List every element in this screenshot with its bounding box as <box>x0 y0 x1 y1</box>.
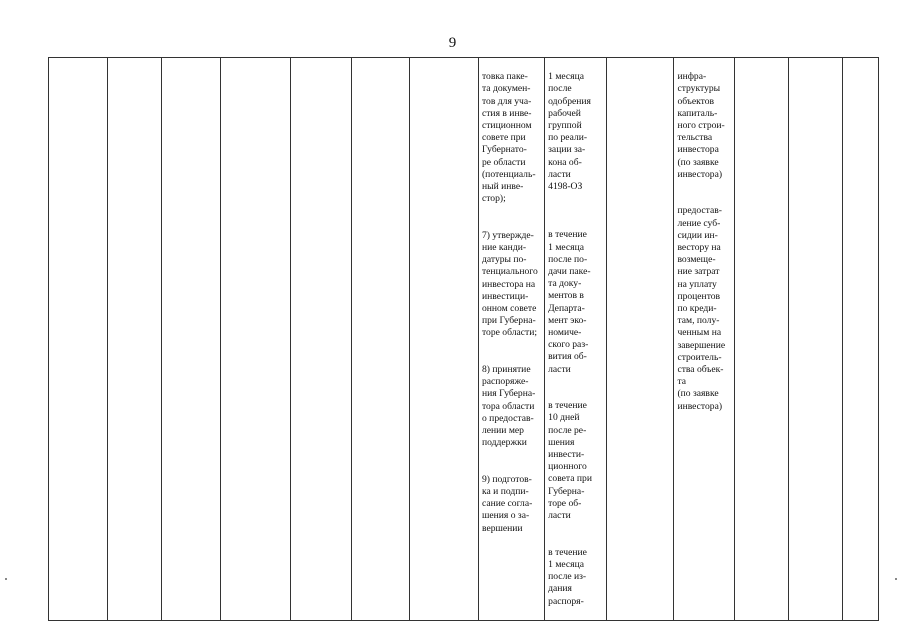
table-cell-empty <box>607 58 674 621</box>
table-cell-empty <box>842 58 878 621</box>
step-text: товка паке- та докумен- тов для уча- стия в инве- стиционном совете при Губернато- ре области (потенциаль- ный инве- стор); <box>481 71 536 205</box>
scan-speck <box>895 578 897 580</box>
step-text: 8) принятие распоряже- ния Губерна- тора области о предостав- лении мер поддержки <box>481 364 536 449</box>
page-number: 9 <box>448 35 457 51</box>
table-cell-support <box>674 58 734 621</box>
table-cell-empty <box>351 58 409 621</box>
support-text: предостав- ление суб- сидии ин- вестору на возмеще- ние затрат на уплату процентов по креди- там, полу- ченным на завершение строитель- ства объек- та (по заявке инвестора) <box>677 205 726 412</box>
measures-table <box>48 57 879 621</box>
step-text: 9) подготов- ка и подпи- сание согла- шения о за- вершении <box>481 473 533 534</box>
table-cell-empty <box>788 58 842 621</box>
step-text: 7) утвержде- ние канди- датуры по- тенциального инвестора на инвестици- онном совете при Губерна- торе области; <box>481 229 538 339</box>
table-cell-empty <box>162 58 221 621</box>
table-cell-empty <box>108 58 162 621</box>
term-text: в течение 10 дней после ре- шения инвести- ционного совета при Губерна- торе об- ласти <box>548 400 592 522</box>
table-cell-empty <box>49 58 108 621</box>
scan-speck <box>5 578 7 580</box>
table-cell-terms <box>545 58 607 621</box>
term-text: в течение 1 месяца после из- дания распоря- <box>548 546 587 607</box>
table-cell-empty <box>409 58 478 621</box>
table-cell-empty <box>290 58 351 621</box>
table-cell-steps <box>478 58 544 621</box>
term-text: 1 месяца после одобрения рабочей группой по реали- зации за- кона об- ласти 4198-ОЗ <box>548 71 591 193</box>
term-text: в течение 1 месяца после по- дачи паке- та доку- ментов в Дeпарта- мент эко- номиче- ского раз- вития об- ласти <box>548 229 591 375</box>
table-row <box>49 58 879 621</box>
table-cell-empty <box>221 58 290 621</box>
support-text: инфра- структуры объектов капиталь- ного строи- тельства инвестора (по заявке инвестора) <box>677 71 725 180</box>
table-cell-empty <box>734 58 788 621</box>
